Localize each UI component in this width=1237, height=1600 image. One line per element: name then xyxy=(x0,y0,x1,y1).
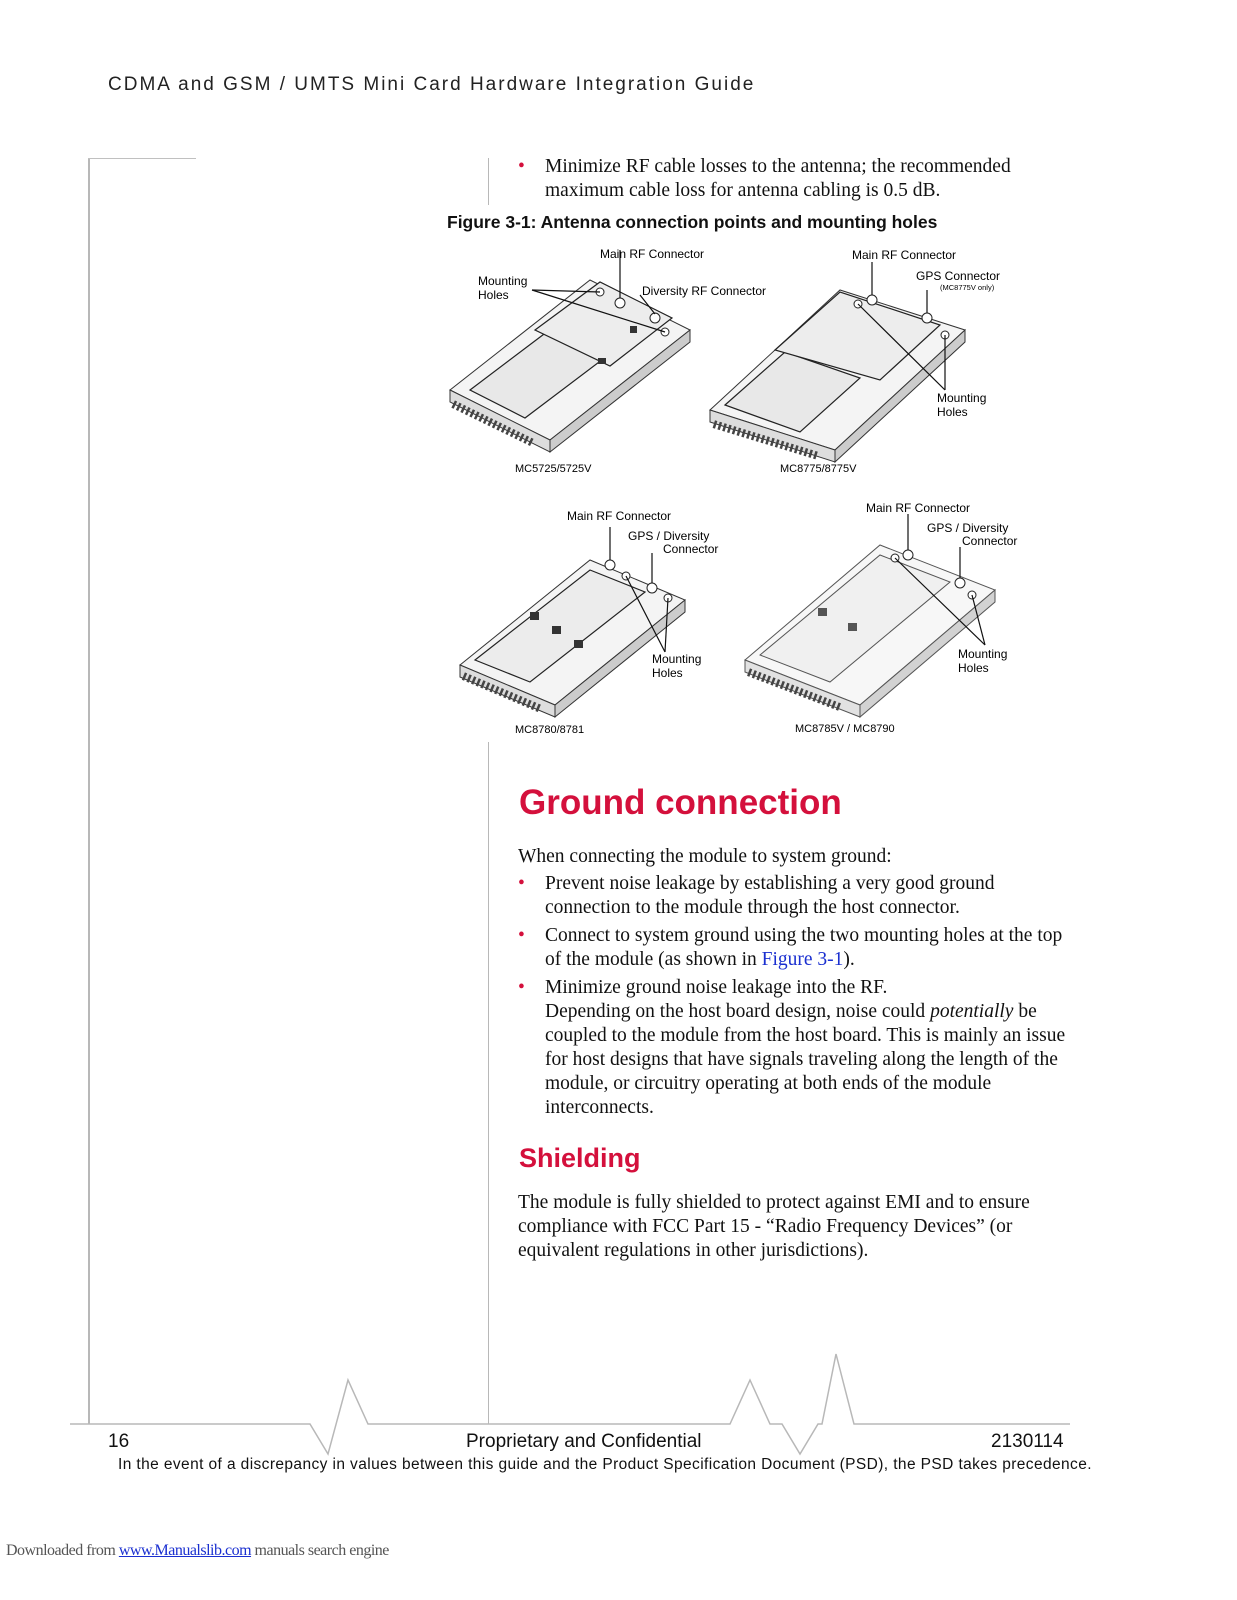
column-rule-top xyxy=(488,158,489,205)
download-banner: Downloaded from www.Manualslib.com manuals search engine xyxy=(6,1542,389,1559)
label-gps-note: (MC8775V only) xyxy=(940,283,995,292)
label-gps-diversity: GPS / Diversity xyxy=(927,521,1009,535)
label-mounting: Mounting xyxy=(652,652,702,666)
label-mounting: Mounting xyxy=(937,391,987,405)
bullet-icon: • xyxy=(518,156,525,177)
model-label: MC8780/8781 xyxy=(515,724,585,736)
ground-lead-text: When connecting the module to system ground: xyxy=(518,846,892,867)
label-main-rf: Main RF Connector xyxy=(866,501,971,515)
list-item: • Minimize ground noise leakage into the RF. Depending on the host board design, noise could potentially be coupled to the module from the host board. This is mainly an issue for host designs that have signals traveling along the length of the module, or circuitry operating at both ends of the module interconnects. xyxy=(518,977,1066,1118)
intro-bullet-list xyxy=(518,155,1078,207)
module-mc8785 xyxy=(745,501,1017,735)
shielding-heading: Shielding xyxy=(519,1143,641,1173)
label-holes: Holes xyxy=(652,666,683,680)
bullet-icon: • xyxy=(518,873,525,894)
label-mounting: Mounting xyxy=(958,647,1008,661)
model-label: MC5725/5725V xyxy=(515,463,592,475)
manualslib-link[interactable]: www.Manualslib.com xyxy=(118,1542,252,1559)
label-main-rf: Main RF Connector xyxy=(852,248,957,262)
label-holes: Holes xyxy=(478,288,509,302)
list-item: • Connect to system ground using the two mounting holes at the top of the module (as shown in Figure 3-1). xyxy=(518,925,1063,970)
label-main-rf: Main RF Connector xyxy=(567,509,672,523)
bullet-icon: • xyxy=(518,925,525,946)
doc-number: 2130114 xyxy=(991,1431,1064,1452)
running-header: CDMA and GSM / UMTS Mini Card Hardware Integration Guide xyxy=(108,74,756,95)
label-mounting: Mounting xyxy=(478,274,528,288)
label-connector: Connector xyxy=(663,542,719,556)
top-margin-rule xyxy=(88,158,196,159)
label-connector: Connector xyxy=(962,534,1018,548)
page-number: 16 xyxy=(108,1431,130,1452)
label-holes: Holes xyxy=(958,661,989,675)
list-item: • Prevent noise leakage by establishing a very good ground connection to the module through the host connector. xyxy=(518,873,995,918)
figure-caption: Figure 3-1: Antenna connection points and mounting holes xyxy=(447,212,938,232)
label-main-rf: Main RF Connector xyxy=(600,247,705,261)
label-gps-diversity: GPS / Diversity xyxy=(628,529,710,543)
antenna-figure xyxy=(440,240,1020,740)
footer-confidential: Proprietary and Confidential xyxy=(466,1431,702,1452)
model-label: MC8785V / MC8790 xyxy=(795,723,895,735)
module-mc8780 xyxy=(460,509,718,736)
label-gps: GPS Connector xyxy=(916,269,1001,283)
bullet-icon: • xyxy=(518,977,525,998)
column-rule-bottom xyxy=(488,742,489,1424)
module-mc5725 xyxy=(450,247,766,475)
footer-note: In the event of a discrepancy in values between this guide and the Product Specification Document (PSD), the PSD takes precedence. xyxy=(118,1456,1092,1473)
label-diversity-rf: Diversity RF Connector xyxy=(642,284,767,298)
ground-bullet-list xyxy=(518,872,1078,1124)
list-item: • Minimize RF cable losses to the antenna; the recommended maximum cable loss for antenna cabling is 0.5 dB. xyxy=(518,156,1011,201)
figure-3-1-link[interactable]: Figure 3-1 xyxy=(761,949,844,970)
ground-connection-heading: Ground connection xyxy=(519,783,842,822)
left-margin-rule xyxy=(88,158,90,1424)
shielding-text: The module is fully shielded to protect against EMI and to ensure compliance with FCC Part 15 - “Radio Frequency Devices” (or equivalent regulations in other jurisdictions). xyxy=(518,1192,1030,1261)
model-label: MC8775/8775V xyxy=(780,463,857,475)
module-mc8775 xyxy=(710,248,1000,475)
label-holes: Holes xyxy=(937,405,968,419)
